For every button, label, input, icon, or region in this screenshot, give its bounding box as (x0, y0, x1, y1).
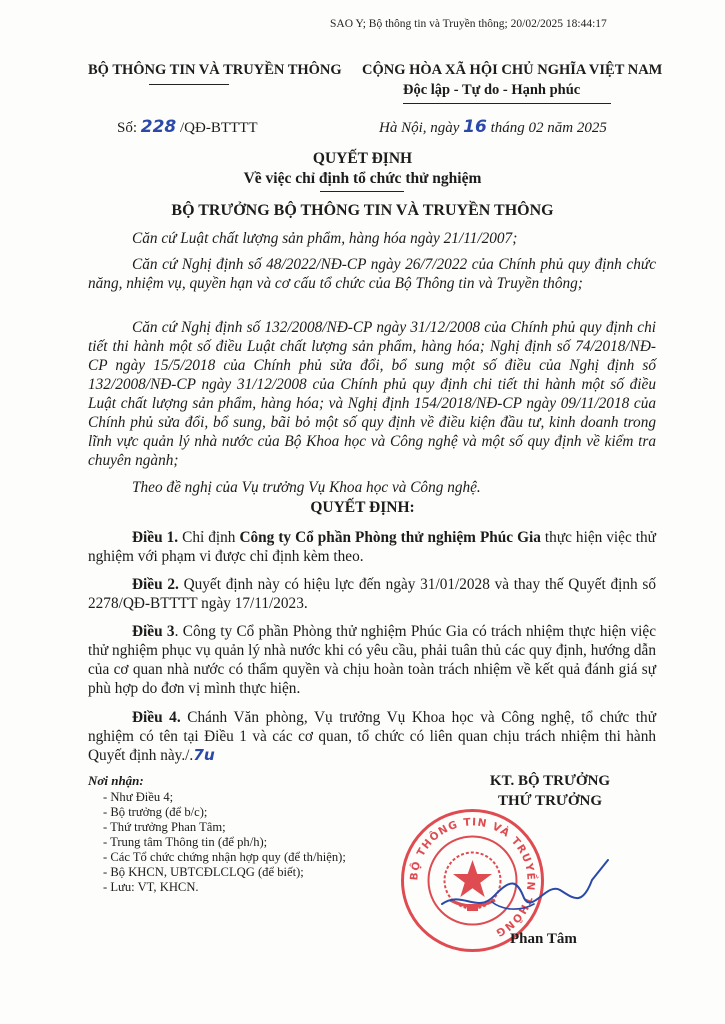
recipient-item: - Bộ KHCN, UBTCĐLCLQG (để biết); (103, 865, 304, 879)
subject-underline (320, 191, 404, 192)
recipient-item: - Lưu: VT, KHCN. (103, 880, 199, 894)
seal-text: BỘ THÔNG TIN VÀ TRUYỀN THÔNG (408, 816, 537, 940)
decision-heading: QUYẾT ĐỊNH: (310, 499, 415, 516)
national-motto: Độc lập - Tự do - Hạnh phúc (403, 82, 581, 98)
article-2-label: Điều 2. (132, 576, 179, 593)
recipient-item: - Bộ trưởng (để b/c); (103, 805, 208, 819)
place-date (379, 117, 607, 137)
docnum-handwritten: 228 (140, 117, 177, 137)
docnum-suffix: /QĐ-BTTTT (176, 120, 258, 136)
article-1-pre: Chỉ định (178, 529, 240, 546)
month-year: tháng 02 năm 2025 (486, 120, 607, 136)
day-handwritten: 16 (463, 117, 487, 137)
article-4-label: Điều 4. (132, 709, 181, 726)
national-title: CỘNG HÒA XÃ HỘI CHỦ NGHĨA VIỆT NAM (362, 62, 663, 78)
recipient-item: - Như Điều 4; (103, 790, 174, 804)
article-3 (88, 622, 656, 698)
recipients-title: Nơi nhận: (88, 773, 144, 788)
article-1-post: thực hiện việc thử nghiệm với phạm vi được chỉ định kèm theo. (88, 529, 656, 565)
preamble-basis-3: Căn cứ Nghị định số 132/2008/NĐ-CP ngày 31/12/2008 của Chính phủ quy định chi tiết thi hành một số điều Luật chất lượng sản phẩm, hàng hóa; Nghị định số 74/2018/NĐ-CP ngày 15/5/2018 của Chính phủ sửa đổi, bổ sung một số điều của Nghị định số 132/2008/NĐ-CP ngày 31/12/2008 của Chính phủ quy định chi tiết thi hành một số điều Luật chất lượng sản phẩm, hàng hóa; và Nghị định 154/2018/NĐ-CP ngày 09/11/2018 của Chính phủ sửa đổi, bổ sung, bãi bỏ một số quy định về điều kiện đầu tư, kinh doanh trong lĩnh vực quản lý nhà nước của Bộ Khoa học và Công nghệ và một số quy định về kiểm tra chuyên ngành; (88, 319, 656, 469)
signature-authority: KT. BỘ TRƯỞNG (489, 773, 611, 789)
recipient-item: - Thứ trưởng Phan Tâm; (103, 820, 226, 834)
recipient-item: - Trung tâm Thông tin (để ph/h); (103, 835, 268, 849)
article-1-label: Điều 1. (132, 529, 179, 546)
article-3-label: Điều 3 (132, 623, 175, 640)
place-prefix: Hà Nội, ngày (379, 120, 464, 136)
signer-name: Phan Tâm (510, 931, 577, 947)
article-1 (88, 528, 656, 566)
article-2-text: Quyết định này có hiệu lực đến ngày 31/01/2028 và thay thế Quyết định số 2278/QĐ-BTTTT ngày 17/11/2023. (88, 576, 656, 612)
article-2 (88, 575, 656, 613)
copy-stamp: SAO Y; Bộ thông tin và Truyền thông; 20/02/2025 18:44:17 (330, 18, 607, 30)
document-number (117, 117, 258, 137)
issuing-agency: BỘ THÔNG TIN VÀ TRUYỀN THÔNG (88, 62, 342, 78)
preamble-proposal: Theo đề nghị của Vụ trưởng Vụ Khoa học và Công nghệ. (132, 479, 481, 496)
recipients-list (103, 790, 346, 895)
handwritten-signature (432, 852, 617, 932)
recipient-item: - Các Tổ chức chứng nhận hợp quy (để th/hiện); (103, 850, 346, 864)
preamble-basis-2: Căn cứ Nghị định số 48/2022/NĐ-CP ngày 26/7/2022 của Chính phủ quy định chức năng, nhiệm vụ, quyền hạn và cơ cấu tổ chức của Bộ Thông tin và Truyền thông; (88, 256, 656, 292)
article-3-text: . Công ty Cổ phần Phòng thử nghiệm Phúc Gia có trách nhiệm thực hiện việc thử nghiệm phục vụ quản lý nhà nước khi có yêu cầu, phải tuân thủ các quy định, hướng dẫn của cơ quan nhà nước có thẩm quyền và chịu hoàn toàn trách nhiệm về kết quả đánh giá sự phù hợp do đơn vị mình thực hiện. (88, 623, 656, 697)
signature-position: THỨ TRƯỞNG (497, 793, 603, 809)
issuer-title: BỘ TRƯỞNG BỘ THÔNG TIN VÀ TRUYỀN THÔNG (171, 202, 554, 219)
document-type: QUYẾT ĐỊNH (312, 150, 413, 167)
handwritten-end-mark: 7u (193, 746, 215, 764)
article-4 (88, 708, 656, 765)
agency-underline (149, 84, 229, 85)
motto-underline (403, 103, 611, 104)
preamble-basis-1: Căn cứ Luật chất lượng sản phẩm, hàng hóa ngày 21/11/2007; (132, 230, 518, 247)
docnum-prefix: Số: (117, 120, 141, 136)
article-1-company: Công ty Cổ phần Phòng thử nghiệm Phúc Gia (239, 529, 541, 546)
document-subject: Về việc chỉ định tổ chức thử nghiệm (243, 170, 482, 187)
article-4-text: Chánh Văn phòng, Vụ trưởng Vụ Khoa học và Công nghệ, tổ chức thử nghiệm có tên tại Điều 1 và các cơ quan, tổ chức có liên quan chịu trách nhiệm thi hành Quyết định này./. (88, 709, 656, 764)
